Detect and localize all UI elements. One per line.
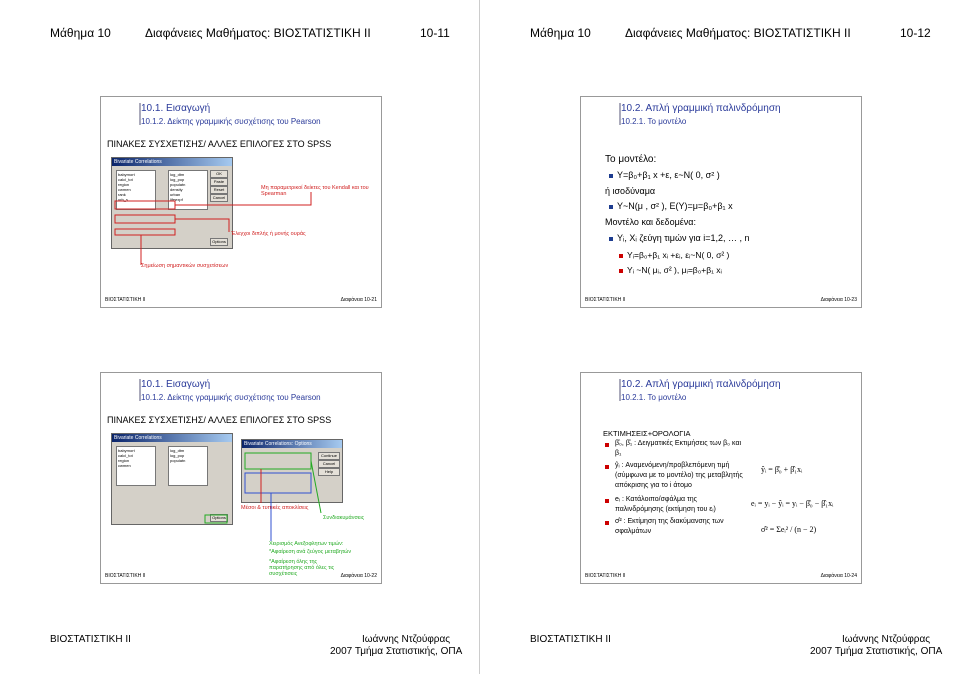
bullet-icon	[605, 521, 609, 525]
model-line-1: Y=β₀+β₁ x +ε, ε~N( 0, σ² )	[617, 170, 720, 180]
formula-variance: σ̂² = Σeᵢ² / (n − 2)	[761, 525, 817, 534]
slide-heading: ΠΙΝΑΚΕΣ ΣΥΣΧΕΤΙΣΗΣ/ ΑΛΛΕΣ ΕΠΙΛΟΓΕΣ ΣΤΟ SPSS	[107, 139, 332, 149]
header-page: 10-11	[420, 26, 450, 40]
footer-dept: 2007 Τμήμα Στατιστικής, ΟΠΑ	[810, 646, 943, 657]
bullet-icon	[619, 269, 623, 273]
annotation-significance: Σημείωση σημαντικών συσχετίσεων	[141, 263, 229, 269]
bullet-icon	[609, 174, 613, 178]
residual-text: eᵢ : Κατάλοιπο/σφάλμα της παλινδρόμησης (εκτίμηση του εᵢ)	[615, 496, 716, 513]
slide-footer-left: ΒΙΟΣΤΑΤΙΣΤΙΚΗ ΙΙ	[585, 573, 626, 579]
header-page: 10-12	[900, 26, 931, 40]
options-button[interactable]: Options	[210, 514, 228, 522]
help-button[interactable]: Help	[318, 468, 340, 476]
right-page	[480, 0, 960, 674]
variable-list: babymort calcl_tot region cwmen rank urb_s	[116, 170, 156, 210]
slide-heading: ΠΙΝΑΚΕΣ ΣΥΣΧΕΤΙΣΗΣ/ ΑΛΛΕΣ ΕΠΙΛΟΓΕΣ ΣΤΟ SPSS	[107, 415, 332, 425]
slide-subtitle: 10.1.2. Δείκτης γραμμικής συσχέτισης του Pearson	[141, 393, 321, 402]
variance-text: σ̂² : Εκτίμηση της διακύμανσης των σφαλμάτων	[615, 518, 724, 535]
slide-21	[100, 96, 382, 308]
dialog-title: Bivariate Correlations	[112, 158, 232, 166]
model-line-0: Το μοντέλο:	[605, 154, 657, 165]
model-line-2: ή ισοδύναμα	[605, 186, 656, 196]
slide-title: 10.2. Απλή γραμμική παλινδρόμηση	[621, 103, 781, 114]
ok-button[interactable]: OK	[210, 170, 228, 178]
bullet-icon	[605, 465, 609, 469]
cancel-button[interactable]: Cancel	[210, 194, 228, 202]
slide-23	[580, 96, 862, 308]
options-dialog-title: Bivariate Correlations: Options	[242, 440, 342, 448]
footer-name: ΒΙΟΣΤΑΤΙΣΤΙΚΗ ΙΙ	[50, 634, 131, 645]
selected-list: log_dtm log_pop populatn density urban lifeexpf	[168, 170, 208, 210]
annotation-lines	[101, 97, 381, 307]
annotation-pairwise: *Αφαίρεση ανά ζεύγος μεταβητών	[269, 549, 352, 555]
bullet-icon	[605, 443, 609, 447]
slide-footer	[585, 573, 857, 579]
header-course: Μάθημα 10	[530, 26, 591, 40]
slide-heading: ΕΚΤΙΜΗΣΕΙΣ+ΟΡΟΛΟΓΙΑ	[603, 429, 691, 438]
selected-list: log_dtm log_pop populatn	[168, 446, 208, 486]
annotation-listwise: *Αφαίρεση όλης της παρατήρησης από όλες τις συσχέτισεις	[269, 559, 335, 577]
model-line-5: Yᵢ, Xᵢ ζεύγη τιμών για i=1,2, … , n	[617, 233, 750, 243]
cancel-button[interactable]: Cancel	[318, 460, 340, 468]
footer-dept: 2007 Τμήμα Στατιστικής, ΟΠΑ	[330, 646, 463, 657]
header-course: Μάθημα 10	[50, 26, 111, 40]
annotation-means: Μέσοι & τυπικές αποκλίσεις	[241, 505, 309, 511]
formula-fitted: ŷᵢ = β̂₀ + β̂₁xᵢ	[761, 465, 803, 474]
slide-footer-right: Διαφάνεια 10-23	[820, 297, 857, 303]
continue-button[interactable]: Continue	[318, 452, 340, 460]
slide-footer-right: Διαφάνεια 10-24	[820, 573, 857, 579]
bullet-icon	[609, 237, 613, 241]
model-line-6: Yᵢ=β₀+β₁ xᵢ +εᵢ, εᵢ~N( 0, σ² )	[627, 250, 730, 260]
header-subtitle: Διαφάνειες Μαθήματος: ΒΙΟΣΤΑΤΙΣΤΙΚΗ ΙΙ	[625, 26, 851, 40]
slide-footer	[105, 297, 377, 303]
fitted-text: ŷᵢ : Αναμενόμενη/προβλεπόμενη τιμή (σύμφωνα με το μοντέλο) της μεταβλητής απόκρισης για το i άτομο	[615, 462, 743, 489]
slide-footer-right: Διαφάνεια 10-22	[340, 573, 377, 579]
model-line-4: Μοντέλο και δεδομένα:	[605, 217, 696, 227]
footer-author: Ιωάννης Ντζούφρας	[362, 634, 451, 645]
footer-name: ΒΙΟΣΤΑΤΙΣΤΙΚΗ ΙΙ	[530, 634, 611, 645]
footer-author: Ιωάννης Ντζούφρας	[842, 634, 931, 645]
model-line-3: Y~N(μ , σ² ), E(Y)=μ=β₀+β₁ x	[617, 201, 733, 211]
dialog-title: Bivariate Correlations	[112, 434, 232, 442]
slide-footer-left: ΒΙΟΣΤΑΤΙΣΤΙΚΗ ΙΙ	[105, 297, 146, 303]
annotation-covariances: Συνδιακυμάνσεις	[323, 515, 365, 521]
variable-list: babymort calcl_tot region cwmen	[116, 446, 156, 486]
header-subtitle: Διαφάνειες Μαθήματος: ΒΙΟΣΤΑΤΙΣΤΙΚΗ ΙΙ	[145, 26, 371, 40]
slide-subtitle: 10.2.1. Το μοντέλο	[621, 393, 687, 402]
slide-subtitle: 10.2.1. Το μοντέλο	[621, 117, 687, 126]
annotation-missing: Χειρισμός Ανεξοφλητων τιμών:	[269, 541, 344, 547]
annotation-nonparametric: Μη παραμετρικοί δείκτες του Kendall και του Spearman	[261, 185, 369, 197]
slide-footer-left: ΒΙΟΣΤΑΤΙΣΤΙΚΗ ΙΙ	[105, 573, 146, 579]
bullet-icon	[609, 205, 613, 209]
model-line-7: Yᵢ ~N( μᵢ, σ² ), μᵢ=β₀+β₁ xᵢ	[627, 265, 722, 275]
formula-residual: eᵢ = yᵢ − ŷᵢ = yᵢ − β̂₀ − β̂₁xᵢ	[751, 499, 834, 508]
slide-footer-left: ΒΙΟΣΤΑΤΙΣΤΙΚΗ ΙΙ	[585, 297, 626, 303]
slide-footer	[105, 573, 377, 579]
slide-title: 10.1. Εισαγωγή	[141, 379, 211, 390]
slide-footer-right: Διαφάνεια 10-21	[340, 297, 377, 303]
slide-24	[580, 372, 862, 584]
slide-subtitle: 10.1.2. Δείκτης γραμμικής συσχέτισης του Pearson	[141, 117, 321, 126]
slide-22	[100, 372, 382, 584]
paste-button[interactable]: Paste	[210, 178, 228, 186]
slide-title: 10.1. Εισαγωγή	[141, 103, 211, 114]
reset-button[interactable]: Reset	[210, 186, 228, 194]
slide-title: 10.2. Απλή γραμμική παλινδρόμηση	[621, 379, 781, 390]
slide-footer	[585, 297, 857, 303]
estimates-text: β̂₀, β̂₁ : Δειγματικές Εκτιμήσεις των β₀ και β₁	[615, 440, 742, 457]
options-button[interactable]: Options	[210, 238, 228, 246]
bullet-icon	[605, 499, 609, 503]
bullet-icon	[619, 254, 623, 258]
annotation-tails: Έλεγχοι διπλής ή μονής ουράς	[231, 231, 306, 237]
